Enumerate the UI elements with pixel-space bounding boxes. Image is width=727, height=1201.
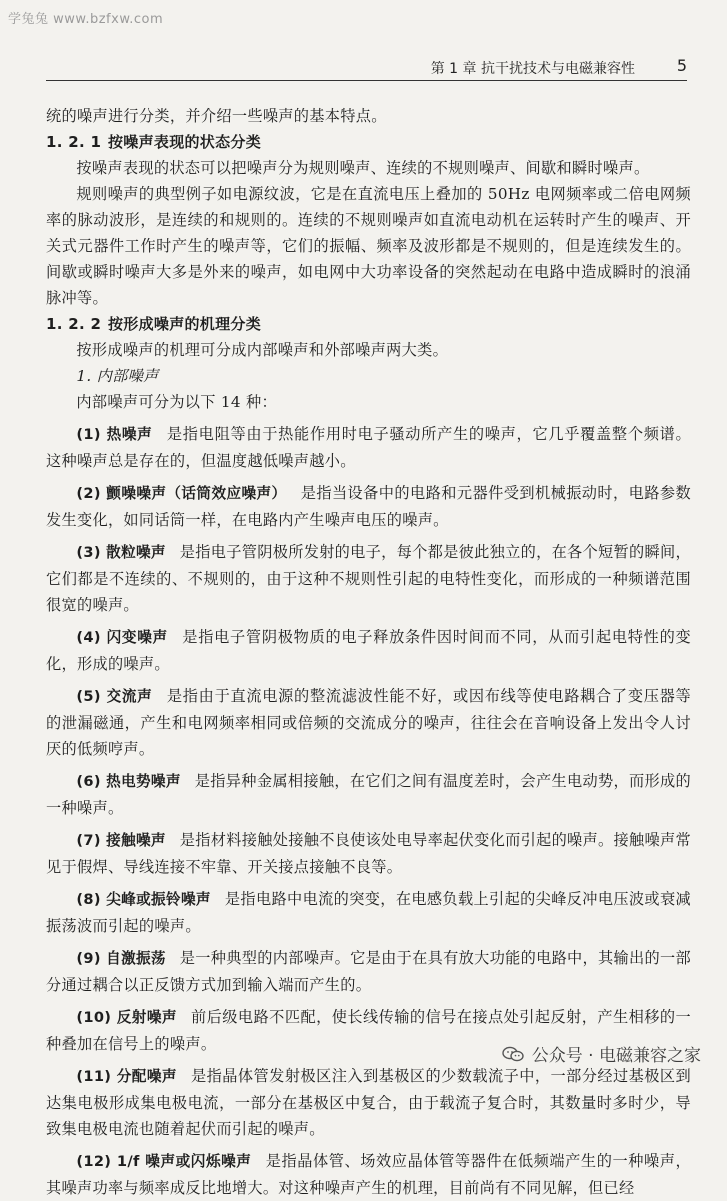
section-number: 1. 2. 2	[46, 315, 102, 333]
paragraph: 内部噪声可分为以下 14 种：	[76, 393, 277, 411]
list-item	[46, 539, 691, 618]
item-text: 前后级电路不匹配，使长线传输的信号在接点处引起反射，产生相移的一种叠加在信号上的噪声。	[46, 1008, 691, 1053]
item-label: (9) 自激振荡	[76, 950, 166, 967]
section-number: 1. 2. 1	[46, 133, 102, 151]
subheading: 1. 内部噪声	[76, 367, 159, 385]
item-text: 是指材料接触处接触不良使该处电导率起伏变化而引起的噪声。接触噪声常见于假焊、导线连接不牢靠、开关接点接触不良等。	[46, 831, 691, 876]
paragraph: 按形成噪声的机理可分成内部噪声和外部噪声两大类。	[76, 341, 449, 359]
item-label: (1) 热噪声	[76, 426, 153, 443]
list-item	[46, 683, 691, 762]
item-text: 是指异种金属相接触，在它们之间有温度差时，会产生电动势，而形成的一种噪声。	[46, 772, 691, 817]
item-label: (5) 交流声	[76, 688, 153, 705]
intro-line: 统的噪声进行分类，并介绍一些噪声的基本特点。	[46, 107, 387, 125]
section-heading	[46, 129, 691, 155]
item-text: 是指晶体管发射极区注入到基极区的少数载流子中，一部分经过基极区到达集电极形成集电极电流，一部分在基极区中复合，由于载流子复合时，其数量时多时少，导致集电极电流也随着起伏而引起的噪声。	[46, 1067, 691, 1138]
item-text: 是指晶体管、场效应晶体管等器件在低频端产生的一种噪声，其噪声功率与频率成反比地增大。对这种噪声产生的机理，目前尚有不同见解，但已经	[46, 1152, 691, 1197]
section-title: 按形成噪声的机理分类	[108, 315, 262, 333]
item-label: (11) 分配噪声	[76, 1068, 177, 1085]
item-label: (12) 1/f 噪声或闪烁噪声	[76, 1153, 252, 1170]
item-text: 是指电阻等由于热能作用时电子骚动所产生的噪声，它几乎覆盖整个频谱。这种噪声总是存在的，但温度越低噪声越小。	[46, 425, 691, 470]
list-item	[46, 421, 691, 474]
paragraph: 规则噪声的典型例子如电源纹波，它是在直流电压上叠加的 50Hz 电网频率或二倍电网频率的脉动波形，是连续的和规则的。连续的不规则噪声如直流电动机在运转时产生的噪声、开关式元器件工作时产生的噪声等，它们的振幅、频率及波形都是不规则的，但是连续发生的。间歇或瞬时噪声大多是外来的噪声，如电网中大功率设备的突然起动在电路中造成瞬时的浪涌脉冲等。	[46, 185, 691, 307]
item-text: 是指电子管阴极所发射的电子，每个都是彼此独立的，在各个短暂的瞬间，它们都是不连续的、不规则的，由于这种不规则性引起的电特性变化，而形成的一种频谱范围很宽的噪声。	[46, 543, 691, 614]
list-item	[46, 886, 691, 939]
list-item	[46, 827, 691, 880]
item-label: (7) 接触噪声	[76, 832, 166, 849]
item-text: 是指电子管阴极物质的电子释放条件因时间而不同，从而引起电特性的变化，形成的噪声。	[46, 628, 691, 673]
item-text: 是指由于直流电源的整流滤波性能不好，或因布线等使电路耦合了变压器等的泄漏磁通，产生和电网频率相同或倍频的交流成分的噪声，往往会在音响设备上发出令人讨厌的低频哼声。	[46, 687, 691, 758]
list-item	[46, 1148, 691, 1201]
watermark: 学兔兔 www.bzfxw.com	[8, 12, 164, 27]
list-item	[46, 1063, 691, 1142]
item-label: (8) 尖峰或振铃噪声	[76, 891, 211, 908]
item-label: (2) 颤噪噪声（话筒效应噪声）	[76, 485, 287, 502]
list-item	[46, 768, 691, 821]
chapter-title: 第 1 章 抗干扰技术与电磁兼容性	[430, 61, 635, 77]
list-item	[46, 945, 691, 998]
list-item	[46, 480, 691, 533]
item-text: 是指电路中电流的突变，在电感负载上引起的尖峰反冲电压波或衰减振荡波而引起的噪声。	[46, 890, 691, 935]
page-number: 5	[676, 56, 687, 75]
wechat-icon	[502, 1046, 524, 1062]
section-heading	[46, 311, 691, 337]
noise-list	[46, 421, 691, 1201]
section-title: 按噪声表现的状态分类	[108, 133, 262, 151]
item-text: 是指当设备中的电路和元器件受到机械振动时，电路参数发生变化，如同话筒一样，在电路内产生噪声电压的噪声。	[46, 484, 691, 529]
paragraph: 按噪声表现的状态可以把噪声分为规则噪声、连续的不规则噪声、间歇和瞬时噪声。	[76, 159, 650, 177]
item-text: 是一种典型的内部噪声。它是由于在具有放大功能的电路中，其输出的一部分通过耦合以正反馈方式加到输入端而产生的。	[46, 949, 691, 994]
signature-text: 公众号 · 电磁兼容之家	[531, 1046, 701, 1066]
running-header	[46, 52, 687, 81]
list-item	[46, 624, 691, 677]
item-label: (4) 闪变噪声	[76, 629, 168, 646]
signature	[502, 1041, 701, 1066]
item-label: (3) 散粒噪声	[76, 544, 166, 561]
page-body	[46, 103, 691, 1201]
item-label: (10) 反射噪声	[76, 1009, 177, 1026]
item-label: (6) 热电势噪声	[76, 773, 181, 790]
